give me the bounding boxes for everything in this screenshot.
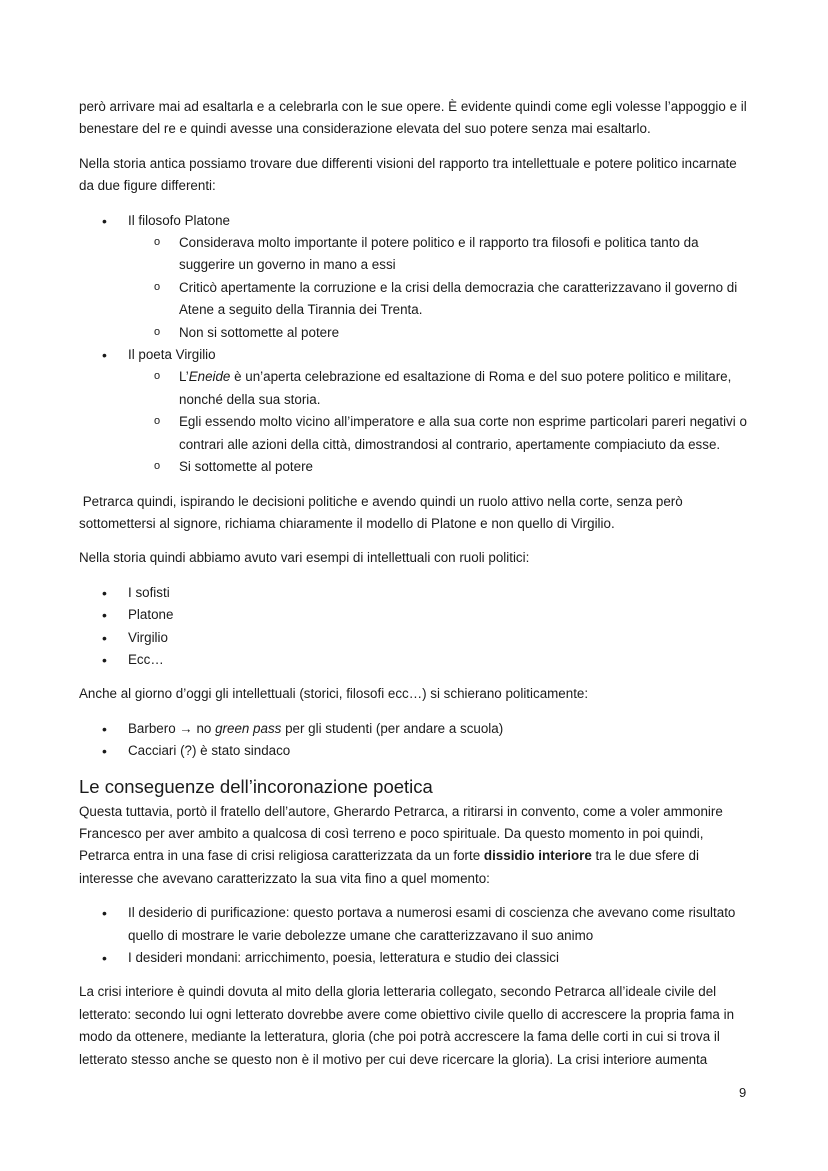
list-item-label: Il filosofo Platone [128, 212, 230, 228]
list-item: • I sofisti [79, 582, 755, 604]
list-item: • Il desiderio di purificazione: questo portava a numerosi esami di coscienza che avevano come risultato quello di mostrare le varie debolezze umane che caratterizzavano il suo animo [79, 902, 755, 947]
paragraph: La crisi interiore è quindi dovuta al mito della gloria letteraria collegato, secondo Petrarca all’ideale civile del letterato: secondo lui ogni letterato dovrebbe avere come obiettivo civile quello di accrescere la propria fama in modo da ottenere, mediante la letteratura, gloria (che poi potrà accrescere la fama delle corti in cui si trova il letterato stesso anche se questo non è il motivo per cui deve ricercare la gloria). La crisi interiore aumenta [79, 984, 735, 1067]
paragraph: però arrivare mai ad esaltarla e a celebrarla con le sue opere. È evidente quindi come egli volesse l’appoggio e il benestare del re e quindi avesse una considerazione elevata del suo potere senza mai esaltarlo. [79, 99, 747, 137]
paragraph: Petrarca quindi, ispirando le decisioni politiche e avendo quindi un ruolo attivo nella corte, senza però sottomettersi al signore, richiama chiaramente il modello di Platone e non quello di Virgilio. [79, 493, 687, 531]
paragraph: Anche al giorno d’oggi gli intellettuali (storici, filosofi ecc…) si schierano politicamente: [79, 686, 589, 702]
text-span: è un’aperta celebrazione ed esaltazione di Roma e del suo potere politico e militare, nonché della sua storia. [179, 369, 732, 407]
text-span: L’ [179, 369, 189, 385]
paragraph: Nella storia quindi abbiamo avuto vari esempi di intellettuali con ruoli politici: [79, 550, 530, 566]
text-span: Barbero → no [128, 720, 216, 736]
italic-title: Eneide [188, 369, 231, 385]
sub-list [128, 232, 755, 344]
list-item [79, 718, 755, 740]
paragraph: Nella storia antica possiamo trovare due differenti visioni del rapporto tra intellettuale e potere politico incarnate da due figure differenti: [79, 155, 737, 194]
text-span: Questa tuttavia, portò il fratello dell’autore, Gherardo Petrarca, a ritirarsi in convento, come a voler ammonire Francesco per aver ambito a qualcosa di così terreno e poco spirituale. Da questo momento in poi quindi, Petrarca entra in una fase di crisi religiosa caratterizzata da un forte [79, 803, 723, 864]
list-item: • Virgilio [79, 627, 755, 649]
paragraph [79, 801, 755, 891]
list-item: • Ecc… [79, 649, 755, 671]
figures-list [79, 210, 755, 479]
examples-list [79, 582, 755, 672]
sub-list [128, 366, 755, 478]
list-item-label: Il poeta Virgilio [128, 347, 216, 363]
spheres-list [79, 902, 755, 969]
list-item [79, 344, 755, 478]
section-heading: Le conseguenze dell’incoronazione poetica [79, 775, 433, 797]
sub-list-item: o Criticò apertamente la corruzione e la crisi della democrazia che caratterizzavano il governo di Atene a seguito della Tirannia dei Trenta. [79, 277, 755, 322]
modern-list [79, 718, 755, 763]
italic-term: green pass [215, 720, 282, 736]
sub-list-item: o Egli essendo molto vicino all’imperatore e alla sua corte non esprime particolari pareri negativi o contrari alle azioni della città, dimostrandosi al contrario, apertamente compiaciuto da esse. [79, 411, 755, 456]
sub-list-item: o Considerava molto importante il potere politico e il rapporto tra filosofi e politica tanto da suggerire un governo in mano a essi [79, 232, 755, 277]
sub-list-item [79, 366, 755, 411]
list-item: • Cacciari (?) è stato sindaco [79, 740, 755, 762]
sub-list-item: o Si sottomette al potere [79, 456, 755, 478]
list-item: • Platone [79, 604, 755, 626]
text-span: per gli studenti (per andare a scuola) [281, 720, 504, 736]
sub-list-item: o Non si sottomette al potere [79, 322, 755, 344]
list-item [79, 210, 755, 344]
text-span: tra le due sfere di interesse che avevano caratterizzato la sua vita fino a quel momento: [79, 848, 699, 886]
page-number: 9 [739, 1085, 747, 1100]
bold-term: dissidio interiore [483, 848, 592, 864]
list-item: • I desideri mondani: arricchimento, poesia, letteratura e studio dei classici [79, 947, 755, 969]
document-page [79, 96, 755, 1083]
